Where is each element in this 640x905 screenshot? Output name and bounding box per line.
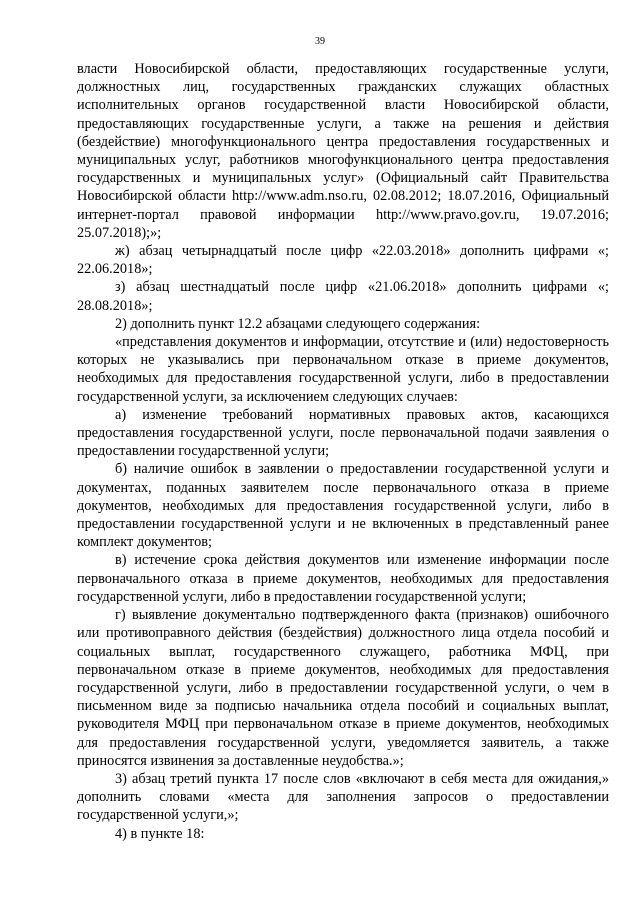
paragraph-quote-intro: «представления документов и информации, отсутствие и (или) недостоверность которых не указывались при первоначальном отказе в приеме документов, необходимых для предоставления государственной услуги, либо в предоставлении государственной услуги, за исключением следующих случаев: xyxy=(77,334,609,405)
paragraph-item-2: 2) дополнить пункт 12.2 абзацами следующего содержания: xyxy=(115,315,481,332)
paragraph-item-zh: ж) абзац четырнадцатый после цифр «22.03.2018» дополнить цифрами «; 22.06.2018»; xyxy=(77,243,609,278)
paragraph-item-z: з) абзац шестнадцатый после цифр «21.06.2018» дополнить цифрами «; 28.08.2018»; xyxy=(77,279,609,314)
paragraph-item-g: г) выявление документально подтвержденного факта (признаков) ошибочного или противоправного действия (бездействия) должностного лица отдела пособий и социальных выплат, государственного служащего, работника МФЦ, при первоначальном отказе в приеме документов, необходимых для предоставления государственной услуги, либо в предоставлении государственной услуги, о чем в письменном виде за подписью начальника отдела пособий и социальных выплат, руководителя МФЦ при первоначальном отказе в приеме документов, необходимых для предоставления государственной услуги, уведомляется заявитель, а также приносятся извинения за доставленные неудобства.»; xyxy=(77,607,609,769)
paragraph-item-a: а) изменение требований нормативных правовых актов, касающихся предоставления государственной услуги, после первоначальной подачи заявления о предоставлении государственной услуги; xyxy=(77,406,609,460)
paragraph-item-3: 3) абзац третий пункта 17 после слов «включают в себя места для ожидания,» дополнить словами «места для заполнения запросов о предоставлении государственной услуги,»; xyxy=(77,770,609,824)
paragraph-continuation: власти Новосибирской области, предоставляющих государственные услуги, должностных лиц, государственных гражданских служащих областных исполнительных органов государственной власти Новосибирской области, предоставляющих государственные услуги, а также на решения и действия (бездействие) многофункционального центра предоставления государственных и муниципальных услуг, работников многофункционального центра предоставления государственных и муниципальных услуг» (Официальный сайт Правительства Новосибирской области http://www.adm.nso.ru, 02.08.2012; 18.07.2016, Официальный интернет-портал правовой информации http://www.pravo.gov.ru, 19.07.2016; 25.07.2018);»; xyxy=(77,61,609,241)
paragraph-item-b: б) наличие ошибок в заявлении о предоставлении государственной услуги и документах, поданных заявителем после первоначального отказа в приеме документов, необходимых для предоставления государственной услуги, либо в предоставлении государственной услуги и не включенных в представленный ранее комплект документов; xyxy=(77,461,609,551)
page-number: 39 xyxy=(315,36,325,47)
paragraph-item-4: 4) в пункте 18: xyxy=(115,825,205,842)
paragraph-item-v: в) истечение срока действия документов или изменение информации после первоначального отказа в приеме документов, необходимых для предоставления государственной услуги, либо в предоставлении государственной услуги; xyxy=(77,552,609,605)
document-body xyxy=(77,60,609,843)
